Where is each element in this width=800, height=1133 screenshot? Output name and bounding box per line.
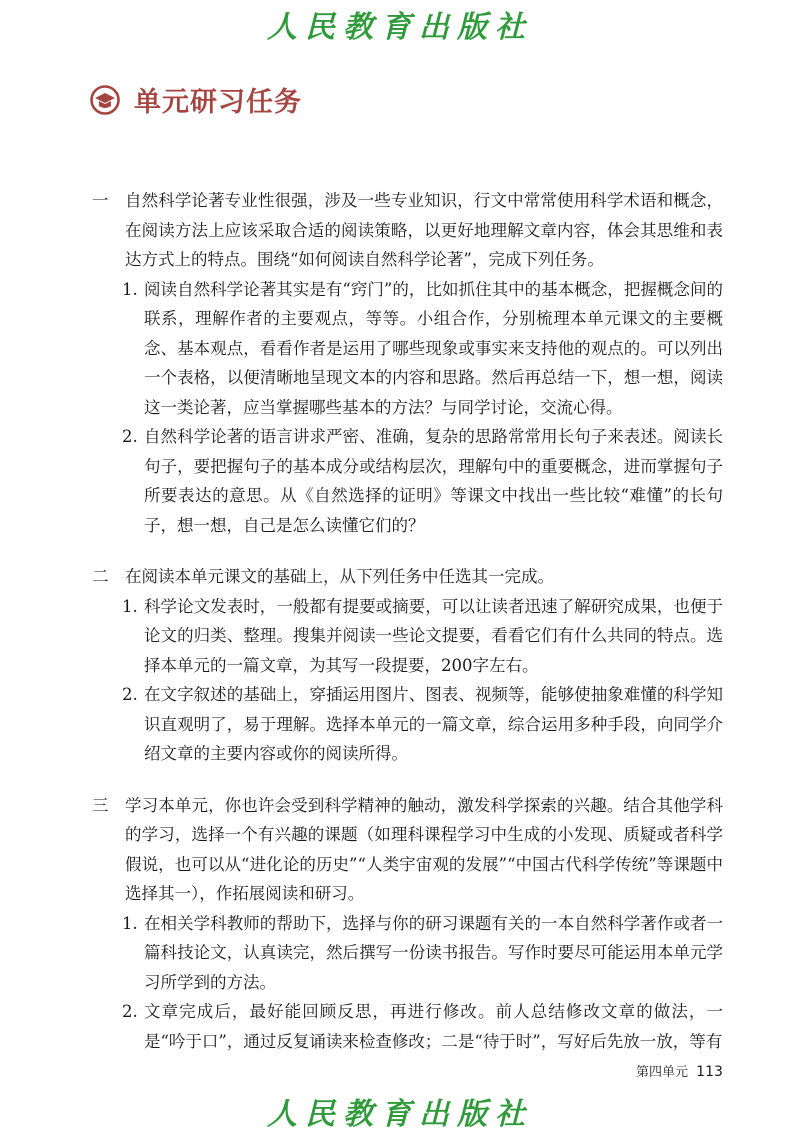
task-text: 学习本单元，你也许会受到科学精神的触动，激发科学探索的兴趣。结合其他学科的学习，选择一个有兴趣的课题（如理科课程学习中生成的小发现、质疑或者科学假说，也可以从“进化论的历史”“人类宇宙观的发展”“中国古代科学传统”等课题中选择其一），作拓展阅读和研习。 (125, 795, 723, 903)
subtask-text: 在相关学科教师的帮助下，选择与你的研习课题有关的一本自然科学著作或者一篇科技论文，认真读完，然后撰写一份读书报告。写作时要尽可能运用本单元学习所学到的方法。 (144, 913, 723, 992)
publisher-logo-bottom: 人民教育出版社 (267, 1097, 533, 1132)
subtask-text: 阅读自然科学论著其实是有“窍门”的，比如抓住其中的基本概念，把握概念间的联系，理解作者的主要观点，等等。小组合作，分别梳理本单元课文的主要概念、基本观点，看看作者是运用了哪些现象或事实来支持他的观点的。可以列出一个表格，以便清晰地呈现文本的内容和思路。然后再总结一下，想一想，阅读这一类论著，应当掌握哪些基本的方法？与同学讨论，交流心得。 (144, 279, 723, 417)
subtask-1-2 (122, 422, 723, 540)
subtask-3-1 (122, 909, 723, 998)
unit-label: 第四单元 (636, 1065, 689, 1080)
graduation-cap-icon (88, 85, 122, 115)
subtask-2-1 (122, 592, 723, 681)
subtask-number: 1. (122, 913, 138, 933)
task-2 (0, 562, 800, 769)
subtask-2-2 (122, 680, 723, 769)
task-number: 二 (92, 567, 109, 586)
task-number: 一 (92, 191, 109, 210)
section-header (88, 80, 302, 119)
subtask-number: 1. (122, 596, 138, 616)
task-1 (0, 186, 800, 540)
subtask-number: 2. (122, 1002, 138, 1021)
page-number: 113 (696, 1064, 723, 1080)
subtask-number: 2. (122, 427, 138, 446)
task-text: 在阅读本单元课文的基础上，从下列任务中任选其一完成。 (125, 567, 554, 586)
task-list (0, 186, 800, 1070)
subtask-text: 在文字叙述的基础上，穿插运用图片、图表、视频等，能够使抽象难懂的科学知识直观明了，易于理解。选择本单元的一篇文章，综合运用多种手段，向同学介绍文章的主要内容或你的阅读所得。 (144, 685, 723, 763)
subtask-3-2 (122, 997, 723, 1056)
section-title: 单元研习任务 (134, 87, 302, 118)
subtask-text: 科学论文发表时，一般都有提要或摘要，可以让读者迅速了解研究成果，也便于论文的归类、整理。搜集并阅读一些论文提要，看看它们有什么共同的特点。选择本单元的一篇文章，为其写一段提要，200字左右。 (144, 596, 723, 675)
task-3 (0, 791, 800, 1057)
page-footer (636, 1061, 723, 1080)
subtask-1-1 (122, 275, 723, 423)
subtask-number: 2. (122, 685, 138, 704)
task-text: 自然科学论著专业性很强，涉及一些专业知识，行文中常常使用科学术语和概念，在阅读方法上应该采取合适的阅读策略，以更好地理解文章内容，体会其思维和表达方式上的特点。围绕“如何阅读自然科学论著”，完成下列任务。 (125, 191, 723, 269)
subtask-text: 自然科学论著的语言讲求严密、准确，复杂的思路常常用长句子来表述。阅读长句子，要把握句子的基本成分或结构层次，理解句中的重要概念，进而掌握句子所要表达的意思。从《自然选择的证明》等课文中找出一些比较“难懂”的长句子，想一想，自己是怎么读懂它们的？ (144, 427, 723, 535)
subtask-text: 文章完成后，最好能回顾反思，再进行修改。前人总结修改文章的做法，一是“吟于口”，通过反复诵读来检查修改；二是“待于时”，写好后先放一放，等有 (144, 1002, 723, 1051)
task-number: 三 (92, 795, 109, 815)
subtask-number: 1. (122, 279, 138, 299)
publisher-logo-top: 人民教育出版社 (267, 10, 533, 45)
